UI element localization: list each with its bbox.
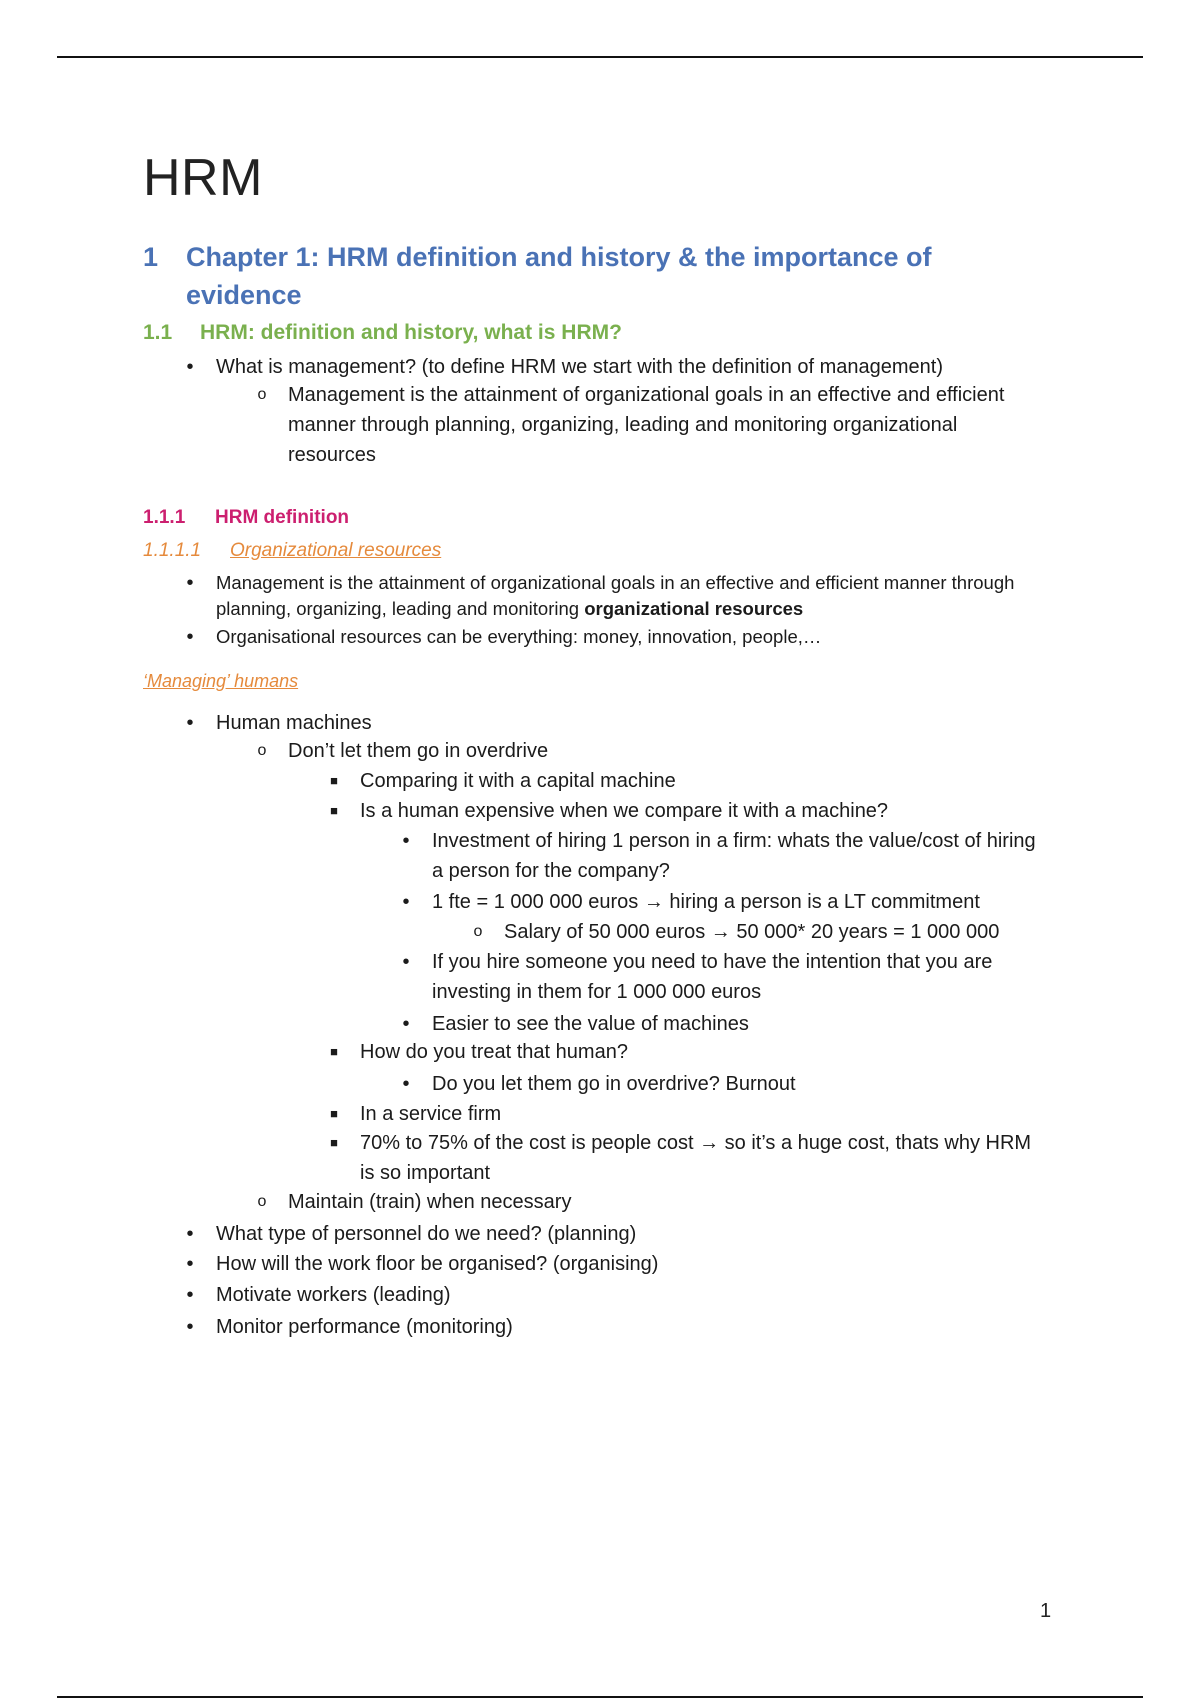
list-item-text: Investment of hiring 1 person in a firm: whats the value/cost of hiring a person for the company? bbox=[432, 830, 1036, 882]
bullet-icon: • bbox=[186, 1284, 194, 1306]
list-item-text: How do you treat that human? bbox=[360, 1041, 628, 1063]
list-item-text: If you hire someone you need to have the intention that you are investing in them for 1 000 000 euros bbox=[432, 951, 993, 1003]
bullet-icon: • bbox=[186, 1316, 194, 1338]
page-number: 1 bbox=[1040, 1600, 1052, 1622]
section-title: HRM: definition and history, what is HRM? bbox=[200, 321, 622, 344]
list-item-text: What type of personnel do we need? (planning) bbox=[216, 1223, 637, 1245]
bullet-icon: • bbox=[402, 830, 410, 852]
subsubsection-title: Organizational resources bbox=[230, 540, 442, 561]
list-item-text: Maintain (train) when necessary bbox=[288, 1191, 572, 1213]
list-item-text bbox=[216, 570, 1076, 622]
list-item-text: 70% to 75% of the cost is people cost → so it’s a huge cost, thats why HRM is so important bbox=[360, 1132, 1032, 1184]
circle-bullet-icon: o bbox=[473, 923, 483, 940]
list-item-text: Motivate workers (leading) bbox=[216, 1284, 451, 1306]
square-bullet-icon: ■ bbox=[330, 1106, 338, 1121]
bullet-icon: • bbox=[186, 1223, 194, 1245]
managing-humans-heading: ‘Managing’ humans bbox=[143, 671, 299, 691]
circle-bullet-icon: o bbox=[257, 1193, 267, 1210]
section-heading bbox=[143, 321, 622, 345]
bullet-icon: • bbox=[186, 1253, 194, 1275]
list-item-text: Is a human expensive when we compare it with a machine? bbox=[360, 800, 889, 822]
square-bullet-icon: ■ bbox=[330, 1135, 338, 1150]
list-item-text: Easier to see the value of machines bbox=[432, 1013, 749, 1035]
list-item-text: Comparing it with a capital machine bbox=[360, 770, 676, 792]
square-bullet-icon: ■ bbox=[330, 773, 338, 788]
bullet-icon: • bbox=[402, 951, 410, 973]
list-item-text: Monitor performance (monitoring) bbox=[216, 1316, 513, 1338]
list-item-text: Salary of 50 000 euros → 50 000* 20 years = 1 000 000 bbox=[504, 921, 1000, 943]
bullet-icon: • bbox=[186, 712, 194, 734]
square-bullet-icon: ■ bbox=[330, 1044, 338, 1059]
chapter-title: Chapter 1: HRM definition and history & the importance of evidence bbox=[186, 242, 932, 310]
list-item-text: Management is the attainment of organizational goals in an effective and efficient manner through planning, organizing, leading and monitoring organizational resources bbox=[288, 384, 1005, 466]
circle-bullet-icon: o bbox=[257, 386, 267, 403]
list-item-text: Don’t let them go in overdrive bbox=[288, 740, 549, 762]
list-item-text: In a service firm bbox=[360, 1103, 502, 1125]
subsection-title: HRM definition bbox=[215, 507, 350, 528]
list-item-text: How will the work floor be organised? (organising) bbox=[216, 1253, 659, 1275]
bullet-icon: • bbox=[402, 1073, 410, 1095]
subsection-number: 1.1.1 bbox=[143, 507, 186, 528]
bullet-icon: • bbox=[402, 1013, 410, 1035]
text-run: Management is the attainment of organizational goals in an effective and efficient manner through planning, organizing, leading and monitoring bbox=[216, 572, 1015, 619]
subsubsection-number: 1.1.1.1 bbox=[143, 540, 202, 561]
list-item-text: What is management? (to define HRM we start with the definition of management) bbox=[216, 356, 944, 378]
bullet-icon: • bbox=[186, 572, 194, 594]
document-title: HRM bbox=[143, 149, 263, 207]
list-item-text: Organisational resources can be everything: money, innovation, people,… bbox=[216, 626, 822, 647]
list-item-text: Human machines bbox=[216, 712, 372, 734]
bullet-icon: • bbox=[186, 626, 194, 648]
bullet-icon: • bbox=[402, 891, 410, 913]
bold-text-run: organizational resources bbox=[584, 598, 804, 619]
section-number: 1.1 bbox=[143, 321, 173, 344]
subsection-heading bbox=[143, 507, 349, 529]
square-bullet-icon: ■ bbox=[330, 803, 338, 818]
bullet-icon: • bbox=[186, 356, 194, 378]
footer-rule bbox=[57, 1696, 1143, 1698]
list-item-text: Do you let them go in overdrive? Burnout bbox=[432, 1073, 796, 1095]
chapter-heading bbox=[143, 238, 1023, 314]
subsubsection-heading bbox=[143, 540, 441, 562]
circle-bullet-icon: o bbox=[257, 742, 267, 759]
chapter-number: 1 bbox=[143, 242, 159, 272]
header-rule bbox=[57, 56, 1143, 58]
list-item-text: 1 fte = 1 000 000 euros → hiring a person is a LT commitment bbox=[432, 891, 980, 913]
